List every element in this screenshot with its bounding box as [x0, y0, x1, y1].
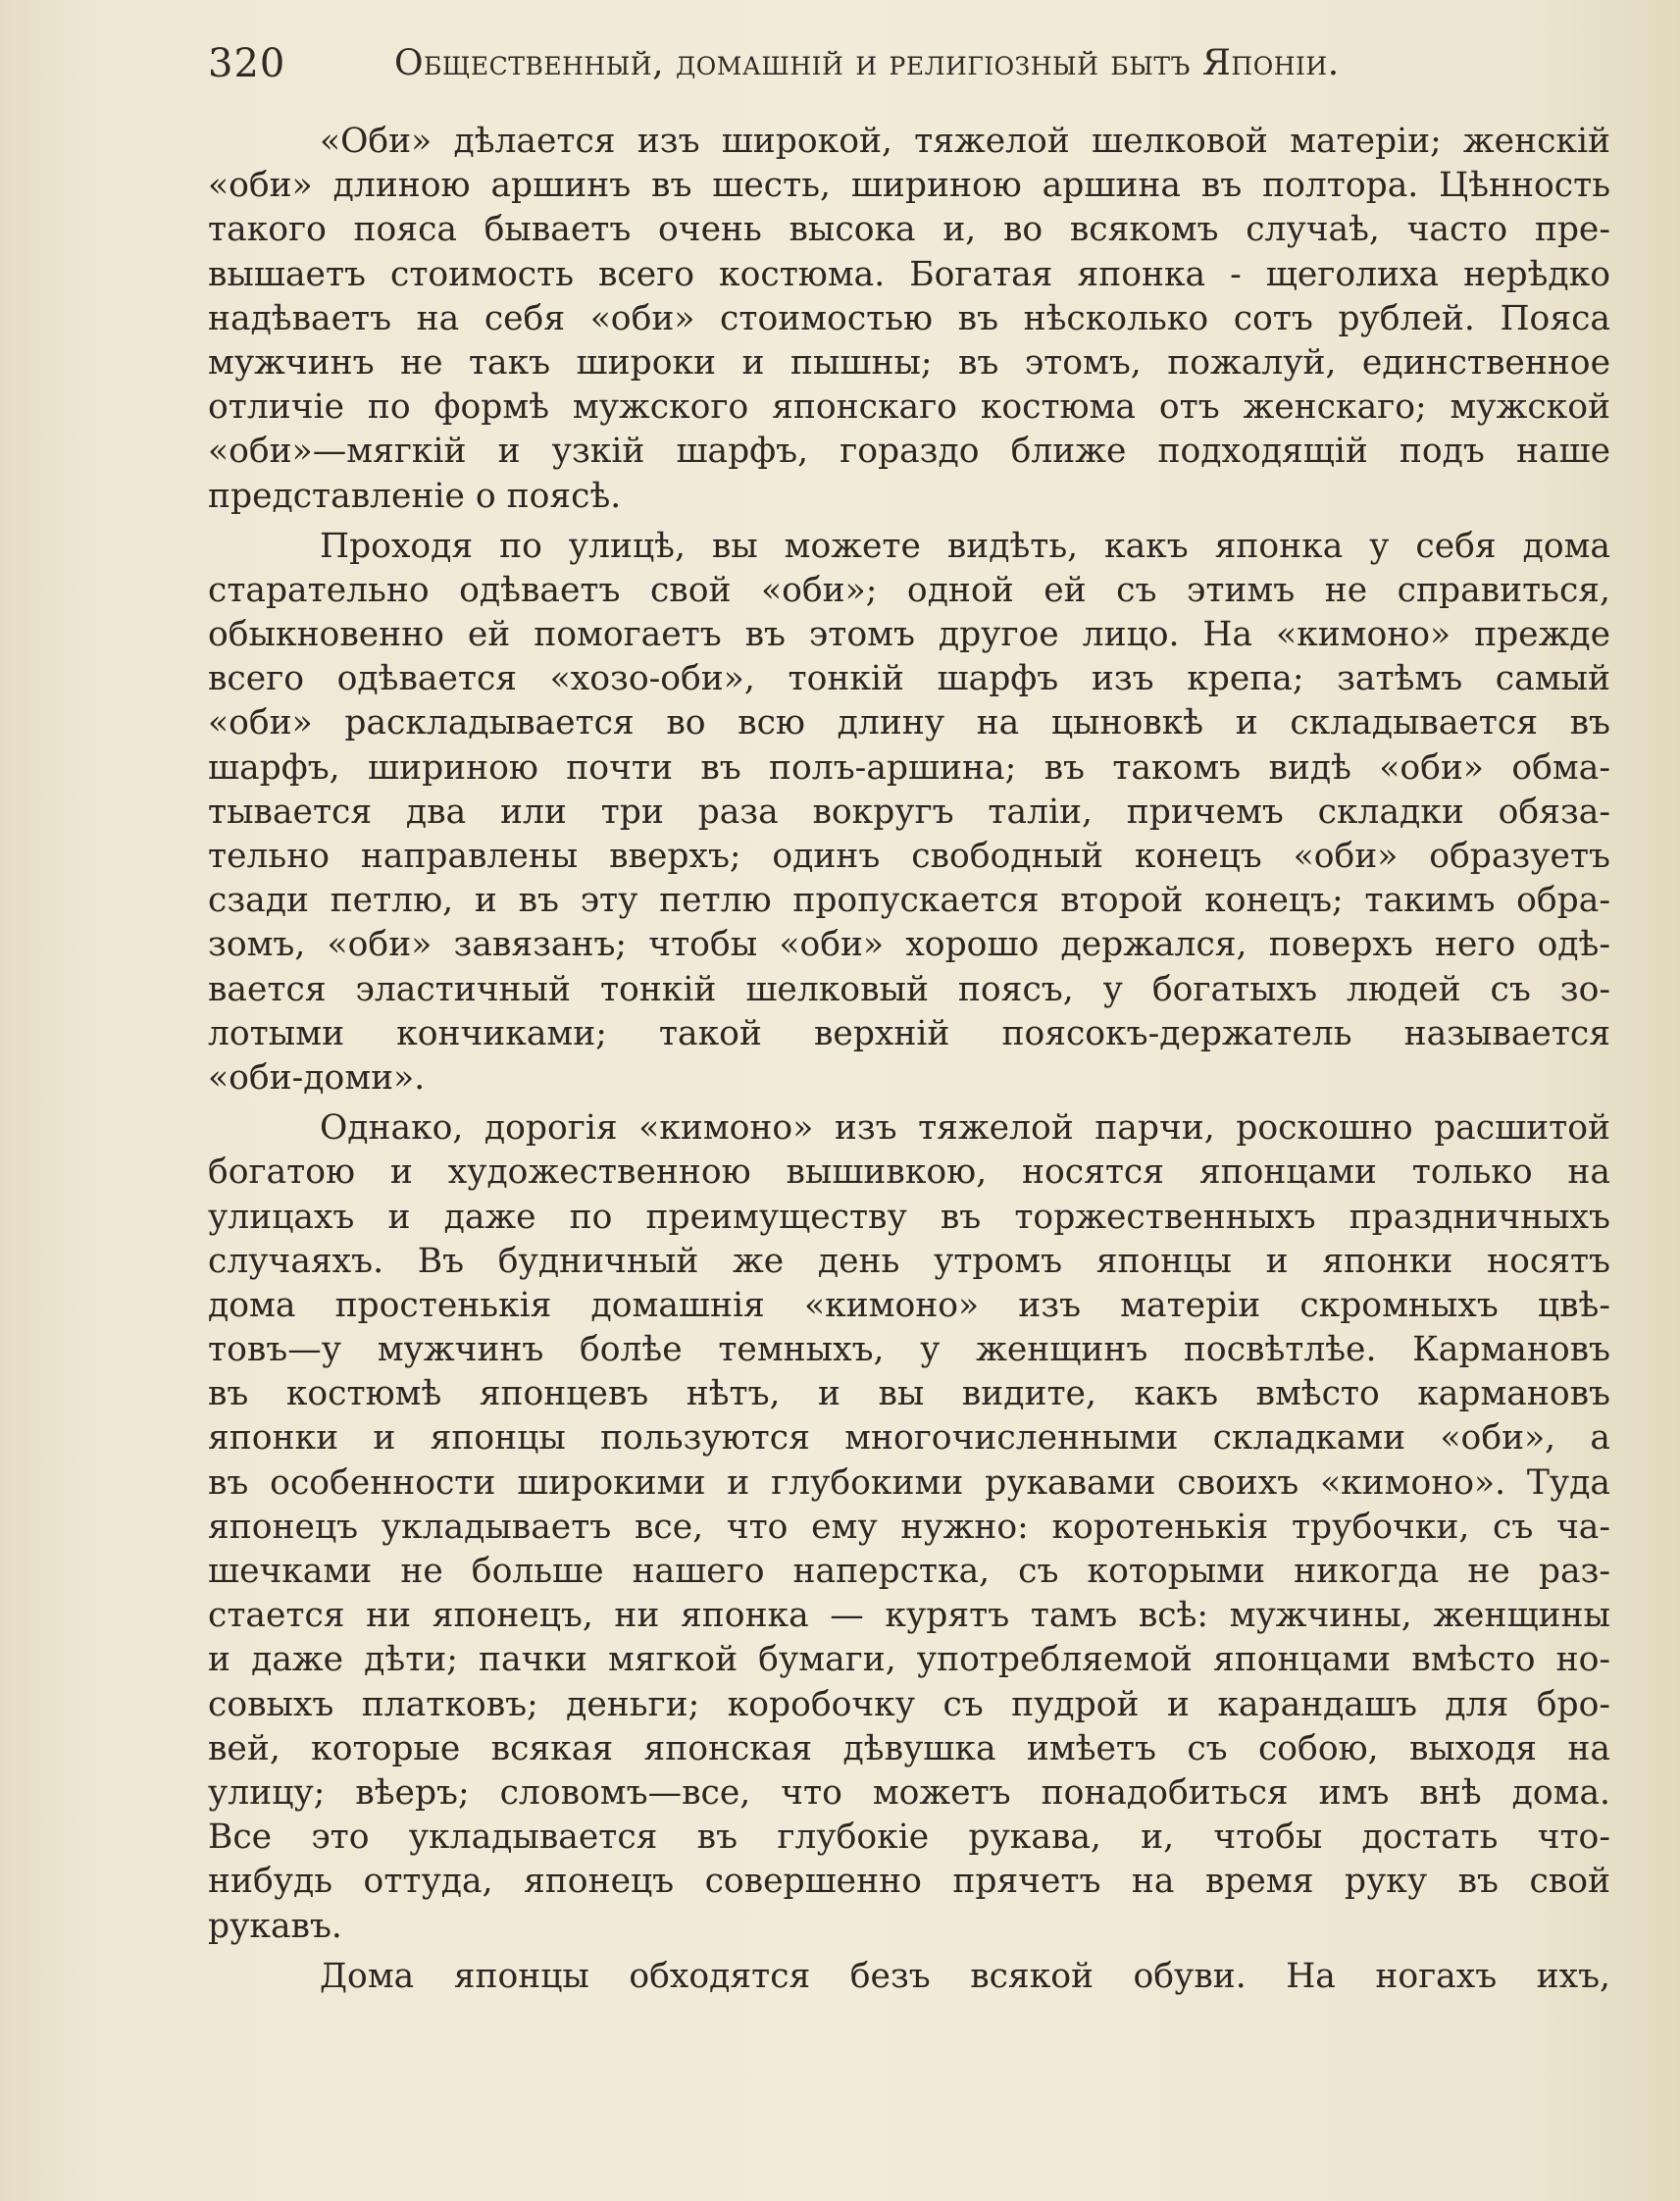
text-line: «оби-доми».: [208, 1057, 426, 1098]
text-line: въ особенности широкими и глубокими рукавами своихъ «кимоно». Туда: [208, 1462, 1610, 1503]
text-line: японецъ укладываетъ все, что ему нужно: коротенькія трубочки, съ ча-: [208, 1507, 1610, 1547]
text-line: улицу; вѣеръ; словомъ—все, что можетъ понадобиться имъ внѣ дома.: [208, 1772, 1610, 1813]
text-line: представленіе о поясѣ.: [208, 476, 622, 516]
text-line: надѣваетъ на себя «оби» стоимостью въ нѣсколько сотъ рублей. Пояса: [208, 298, 1610, 338]
text-line: мужчинъ не такъ широки и пышны; въ этомъ, пожалуй, единственное: [208, 342, 1610, 383]
text-line: нибудь оттуда, японецъ совершенно прячетъ на время руку въ свой: [208, 1862, 1610, 1902]
text-line: сзади петлю, и въ эту петлю пропускается второй конецъ; такимъ обра-: [208, 881, 1610, 921]
text-line: рукавъ.: [208, 1906, 342, 1946]
text-line: совыхъ платковъ; деньги; коробочку съ пудрой и карандашъ для бро-: [208, 1684, 1610, 1724]
text-line: вей, которые всякая японская дѣвушка имѣетъ съ собою, выходя на: [208, 1728, 1610, 1768]
text-line: шарфъ, шириною почти въ полъ-аршина; въ такомъ видѣ «оби» обма-: [208, 747, 1610, 788]
text-line: товъ—у мужчинъ болѣе темныхъ, у женщинъ посвѣтлѣе. Кармановъ: [208, 1330, 1610, 1370]
text-line: Однако, дорогія «кимоно» изъ тяжелой парчи, роскошно расшитой: [320, 1108, 1610, 1149]
text-line: вышаетъ стоимость всего костюма. Богатая японка - щеголиха нерѣдко: [208, 254, 1610, 294]
text-line: «Оби» дѣлается изъ широкой, тяжелой шелковой матеріи; женскій: [320, 122, 1610, 161]
text-line: «оби» раскладывается во всю длину на цыновкѣ и складывается въ: [208, 703, 1610, 743]
text-line: Проходя по улицѣ, вы можете видѣть, какъ японка у себя дома: [320, 526, 1610, 566]
text-line: въ костюмѣ японцевъ нѣтъ, и вы видите, какъ вмѣсто кармановъ: [208, 1374, 1610, 1414]
text-line: Дома японцы обходятся безъ всякой обуви. На ногахъ ихъ,: [320, 1956, 1610, 1996]
text-line: Все это укладывается въ глубокіе рукава, и, чтобы достать что-: [208, 1817, 1610, 1858]
page-header: [208, 41, 1610, 100]
text-line: богатою и художественною вышивкою, носятся японцами только на: [208, 1152, 1610, 1193]
text-line: улицахъ и даже по преимуществу въ торжественныхъ праздничныхъ: [208, 1197, 1610, 1237]
text-line: обыкновенно ей помогаетъ въ этомъ другое лицо. На «кимоно» прежде: [208, 615, 1610, 655]
running-head: Общественный, домашній и религіозный бытъ Японіи.: [394, 43, 1340, 83]
text-line: старательно одѣваетъ свой «оби»; одной ей съ этимъ не справиться,: [208, 570, 1610, 610]
text-line: вается эластичный тонкій шелковый поясъ, у богатыхъ людей съ зо-: [208, 969, 1610, 1009]
paragraph: [208, 1955, 1610, 1999]
paragraph: [208, 1106, 1610, 1949]
text-line: шечками не больше нашего наперстка, съ которыми никогда не раз-: [208, 1552, 1610, 1591]
text-line: и даже дѣти; пачки мягкой бумаги, употребляемой японцами вмѣсто но-: [208, 1640, 1610, 1680]
text-line: японки и японцы пользуются многочисленными складками «оби», а: [208, 1418, 1610, 1459]
text-line: лотыми кончиками; такой верхній поясокъ-держатель называется: [208, 1013, 1610, 1053]
text-line: «оби» длиною аршинъ въ шесть, шириною аршина въ полтора. Цѣнность: [208, 166, 1610, 206]
text-line: «оби»—мягкій и узкій шарфъ, гораздо ближе подходящій подъ наше: [208, 432, 1610, 472]
text-line: случаяхъ. Въ будничный же день утромъ японцы и японки носятъ: [208, 1241, 1610, 1281]
text-line: тывается два или три раза вокругъ таліи, причемъ складки обяза-: [208, 792, 1610, 832]
text-line: всего одѣвается «хозо-оби», тонкій шарфъ изъ крепа; затѣмъ самый: [208, 659, 1610, 699]
text-line: тельно направлены вверхъ; одинъ свободный конецъ «оби» образуетъ: [208, 837, 1610, 876]
text-line: зомъ, «оби» завязанъ; чтобы «оби» хорошо держался, поверхъ него одѣ-: [208, 925, 1610, 965]
text-line: такого пояса бываетъ очень высока и, во всякомъ случаѣ, часто пре-: [208, 210, 1610, 250]
text-line: отличіе по формѣ мужского японскаго костюма отъ женскаго; мужской: [208, 387, 1610, 428]
body-text: [208, 120, 1610, 1999]
text-line: дома простенькія домашнія «кимоно» изъ матеріи скромныхъ цвѣ-: [208, 1285, 1610, 1325]
text-line: стается ни японецъ, ни японка — курятъ тамъ всѣ: мужчины, женщины: [208, 1596, 1610, 1636]
paragraph: [208, 525, 1610, 1100]
paragraph: [208, 120, 1610, 519]
page-number: 320: [208, 41, 286, 86]
